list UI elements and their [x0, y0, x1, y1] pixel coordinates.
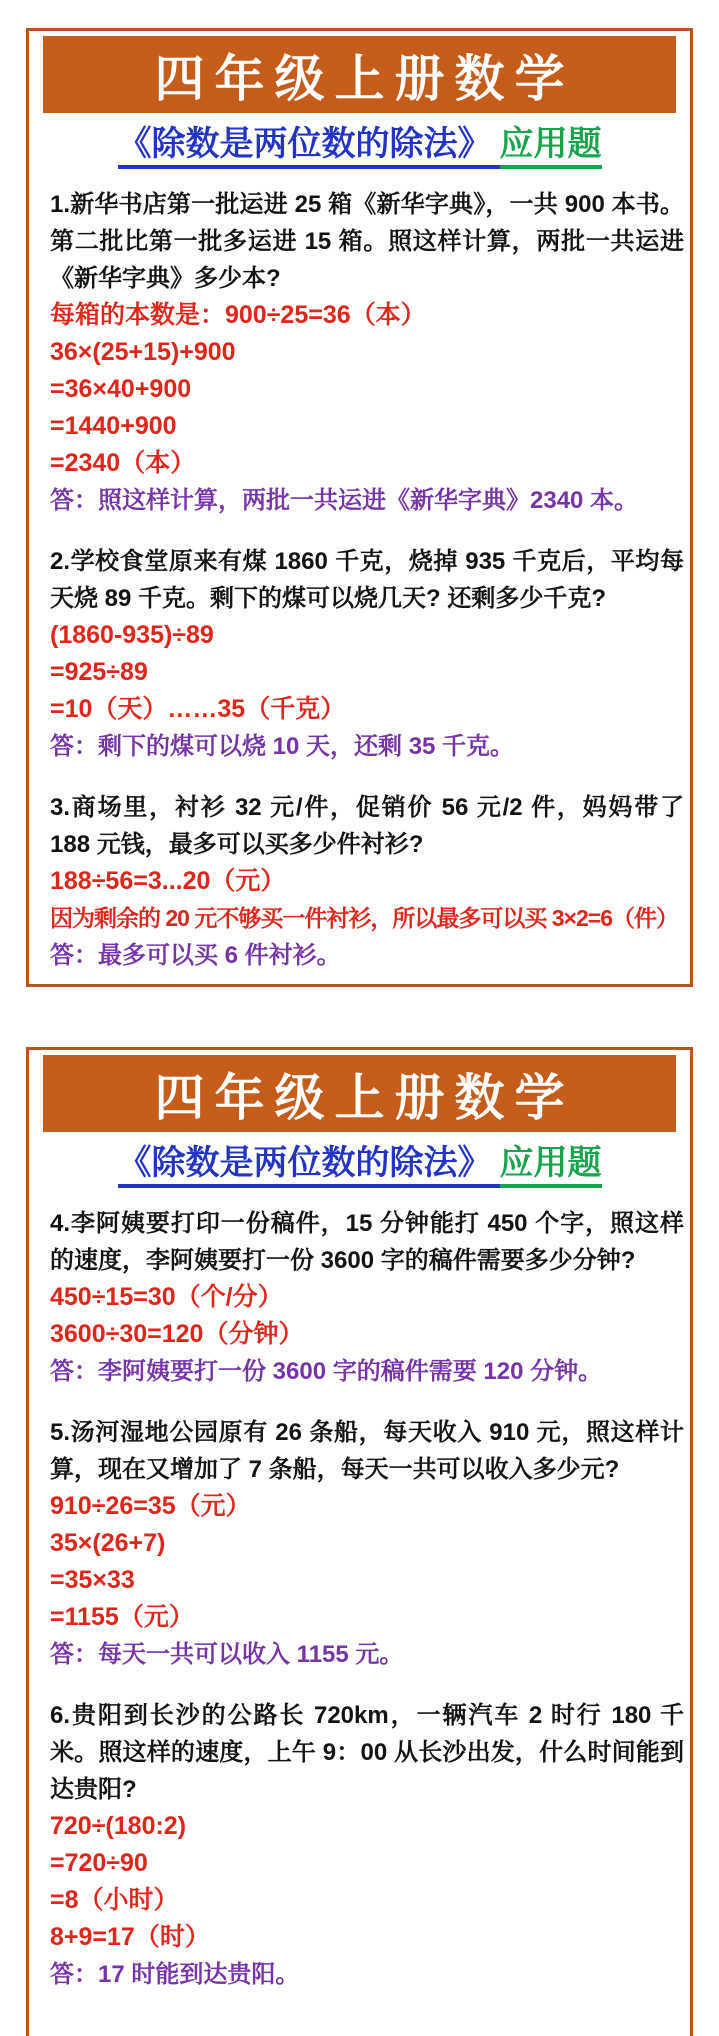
problem-question: 3.商场里，衬衫 32 元/件，促销价 56 元/2 件，妈妈带了 188 元钱，最多可以买多少件衬衫?: [50, 794, 684, 858]
solution-line: =35×33: [50, 1566, 135, 1594]
worksheet-card-1: [26, 28, 693, 987]
banner-title: 四年级上册数学: [154, 1069, 575, 1126]
solution-line: 3600÷30=120（分钟）: [50, 1320, 304, 1348]
problem-question: 1.新华书店第一批运进 25 箱《新华字典》，一共 900 本书。第二批比第一批多运进 15 箱。照这样计算，两批一共运进《新华字典》多少本?: [50, 191, 684, 292]
subtitle-topic: 《除数是两位数的除法》: [118, 125, 500, 169]
solution-line: 720÷(180:2): [50, 1812, 187, 1840]
solution-line: 910÷26=35（元）: [50, 1492, 251, 1520]
problem-4: [50, 1205, 684, 1390]
solution-line: =1155（元）: [50, 1603, 194, 1631]
problems-list: [29, 165, 690, 984]
subtitle-type: 应用题: [500, 1144, 602, 1188]
problem-question: 5.汤河湿地公园原有 26 条船，每天收入 910 元，照这样计算，现在又增加了 7 条船，每天一共可以收入多少元?: [50, 1419, 684, 1483]
solution-line: 36×(25+15)+900: [50, 338, 236, 366]
problems-list: [29, 1184, 690, 2036]
solution-line: 8+9=17（时）: [50, 1923, 210, 1951]
answer-line: 答：李阿姨要打一份 3600 字的稿件需要 120 分钟。: [50, 1358, 603, 1385]
solution-line: =720÷90: [50, 1849, 148, 1877]
banner-title: 四年级上册数学: [154, 50, 575, 107]
solution-line: 因为剩余的 20 元不够买一件衬衫，所以最多可以买 3×2=6（件）: [50, 905, 678, 931]
problem-3: [50, 789, 684, 974]
solution-line: 35×(26+7): [50, 1529, 166, 1557]
answer-line: 答：照这样计算，两批一共运进《新华字典》2340 本。: [50, 487, 639, 514]
solution-line: 450÷15=30（个/分）: [50, 1283, 283, 1311]
answer-line: 答：剩下的煤可以烧 10 天，还剩 35 千克。: [50, 733, 515, 760]
answer-line: 答：17 时能到达贵阳。: [50, 1961, 300, 1988]
worksheet-card-2: [26, 1047, 693, 2036]
solution-line: 每箱的本数是：900÷25=36（本）: [50, 301, 426, 329]
problem-question: 4.李阿姨要打印一份稿件，15 分钟能打 450 个字，照这样的速度，李阿姨要打一份 3600 字的稿件需要多少分钟?: [50, 1210, 684, 1274]
card-subtitle: [29, 1142, 690, 1184]
answer-line: 答：最多可以买 6 件衬衫。: [50, 942, 341, 969]
problem-1: [50, 186, 684, 519]
solution-line: =2340（本）: [50, 449, 196, 477]
problem-2: [50, 543, 684, 765]
solution-line: =925÷89: [50, 658, 148, 686]
solution-line: (1860-935)÷89: [50, 621, 214, 649]
answer-line: 答：每天一共可以收入 1155 元。: [50, 1641, 404, 1668]
card-banner: [43, 1055, 676, 1132]
card-banner: [43, 36, 676, 113]
card-subtitle: [29, 123, 690, 165]
solution-line: 188÷56=3...20（元）: [50, 867, 286, 895]
problem-5: [50, 1414, 684, 1673]
problem-6: [50, 1697, 684, 1993]
solution-line: =36×40+900: [50, 375, 192, 403]
solution-line: =10（天）……35（千克）: [50, 695, 346, 723]
subtitle-type: 应用题: [500, 125, 602, 169]
solution-line: =1440+900: [50, 412, 177, 440]
problem-question: 6.贵阳到长沙的公路长 720km，一辆汽车 2 时行 180 千米。照这样的速度，上午 9：00 从长沙出发，什么时间能到达贵阳?: [50, 1702, 684, 1803]
subtitle-topic: 《除数是两位数的除法》: [118, 1144, 500, 1188]
solution-line: =8（小时）: [50, 1886, 179, 1914]
problem-question: 2.学校食堂原来有煤 1860 千克，烧掉 935 千克后，平均每天烧 89 千克。剩下的煤可以烧几天? 还剩多少千克?: [50, 548, 684, 612]
